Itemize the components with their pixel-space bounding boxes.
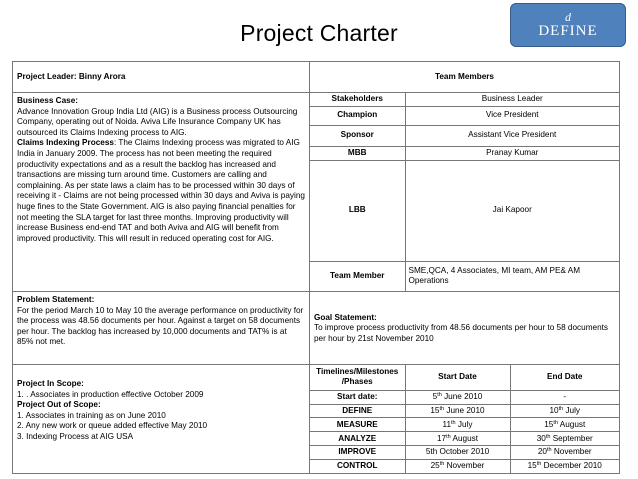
in-scope-item: 1. . Associates in production effective October 2009 xyxy=(17,389,204,399)
team-role: Champion xyxy=(310,106,405,125)
in-scope-heading: Project In Scope: xyxy=(17,379,84,389)
page-title: Project Charter xyxy=(240,20,398,46)
claims-indexing-heading: Claims Indexing Process xyxy=(17,138,114,148)
timeline-row xyxy=(310,432,619,446)
team-value: Jai Kapoor xyxy=(405,160,619,261)
out-scope-heading: Project Out of Scope: xyxy=(17,400,101,410)
timeline-header-end: End Date xyxy=(510,365,619,390)
timeline-row xyxy=(310,460,619,473)
team-role: Stakeholders xyxy=(310,93,405,106)
timeline-header-phase: Timelines/Milestones /Phases xyxy=(310,365,405,390)
team-row xyxy=(310,146,619,160)
timeline-start: 17th August xyxy=(405,432,510,446)
timeline-start: 25th November xyxy=(405,460,510,473)
phase-badge xyxy=(510,3,626,47)
problem-statement-heading: Problem Statement: xyxy=(17,295,95,305)
business-case-heading: Business Case: xyxy=(17,96,78,105)
team-row xyxy=(310,125,619,146)
timeline-phase: DEFINE xyxy=(310,404,405,418)
business-case xyxy=(13,93,310,292)
charter-table xyxy=(12,61,620,474)
timeline-phase: ANALYZE xyxy=(310,432,405,446)
timeline-row xyxy=(310,390,619,404)
timeline-row xyxy=(310,446,619,460)
team-row xyxy=(310,93,619,106)
timeline-row xyxy=(310,418,619,432)
team-role: LBB xyxy=(310,160,405,261)
phase-badge-label: DEFINE xyxy=(538,23,598,39)
team-table xyxy=(310,93,619,291)
team-role: Sponsor xyxy=(310,125,405,146)
team-row xyxy=(310,261,619,291)
goal-statement-text: To improve process productivity from 48.56 documents per hour to 58 documents per hour by 21st November 2010 xyxy=(314,323,608,343)
team-value: Assistant Vice President xyxy=(405,125,619,146)
timeline-header-start: Start Date xyxy=(405,365,510,390)
timeline-end: 15th August xyxy=(510,418,619,432)
timeline-start: 5th October 2010 xyxy=(405,446,510,460)
claims-indexing-body: : The Claims Indexing process was migrated to AIG India in January 2009. The process has not been meeting the required productivity expectations and as a result the backlog has increased and transactions are missing turn around time. Customers are calling and complaining. As per state laws a claim has to be processed within 30 days of receiving it - Claims are not being processed within 30 days and Aviva is paying huge fines to the State Government. AIG is also paying financial penalties for not meeting the SLA target for last three months. Improving productivity will increase Business end-end TAT and both Aviva and AIG will benefit from improved productivity. This will result in reduced operating cost for AIG. xyxy=(17,138,305,243)
timeline-end: 10th July xyxy=(510,404,619,418)
out-scope-item: 1. Associates in training as on June 2010 xyxy=(17,410,166,420)
team-value: Pranay Kumar xyxy=(405,146,619,160)
timeline-phase: Start date: xyxy=(310,390,405,404)
timeline-end: 30th September xyxy=(510,432,619,446)
team-value: Business Leader xyxy=(405,93,619,106)
business-case-text: Advance Innovation Group India Ltd (AIG) is a Business process Outsourcing Company, operating out of Noida. Aviva Life Insurance Company UK has outsourced its Claims Indexing process to AIG. xyxy=(17,106,298,137)
out-scope-item: 2. Any new work or queue added effective May 2010 xyxy=(17,421,208,431)
timeline-end: - xyxy=(510,390,619,404)
team-members-header: Team Members xyxy=(310,62,620,93)
timeline-table xyxy=(310,365,619,473)
timeline-phase: MEASURE xyxy=(310,418,405,432)
timeline-phase: IMPROVE xyxy=(310,446,405,460)
timeline-header-row xyxy=(310,365,619,390)
team-members xyxy=(310,93,620,292)
problem-statement xyxy=(13,292,310,365)
problem-statement-text: For the period March 10 to May 10 the average performance on productivity for the process was 48.56 documents per hour. Against a target on 58 documents per hour. The backlog has increased by 10,000 documents and TAT% is at 85% not met. xyxy=(17,305,304,347)
timeline-start: 15th June 2010 xyxy=(405,404,510,418)
team-value: Vice President xyxy=(405,106,619,125)
timelines xyxy=(310,365,620,474)
timeline-phase: CONTROL xyxy=(337,461,378,471)
timeline-end: 20th November xyxy=(510,446,619,460)
goal-statement xyxy=(310,292,620,365)
project-scope xyxy=(13,365,310,474)
team-role: MBB xyxy=(310,146,405,160)
timeline-row xyxy=(310,404,619,418)
team-row xyxy=(310,160,619,261)
timeline-start: 11th July xyxy=(405,418,510,432)
out-scope-item: 3. Indexing Process at AIG USA xyxy=(17,432,134,442)
claims-indexing-text xyxy=(17,138,305,244)
timeline-start: 5th June 2010 xyxy=(405,390,510,404)
phase-badge-letter: d xyxy=(565,10,571,24)
team-role: Team Member xyxy=(310,261,405,291)
goal-statement-heading: Goal Statement: xyxy=(314,312,377,322)
team-value: SME,QCA, 4 Associates, MI team, AM PE& AM Operations xyxy=(408,265,581,286)
team-row xyxy=(310,106,619,125)
timeline-end: 15th December 2010 xyxy=(510,460,619,473)
project-leader: Project Leader: Binny Arora xyxy=(13,62,310,93)
